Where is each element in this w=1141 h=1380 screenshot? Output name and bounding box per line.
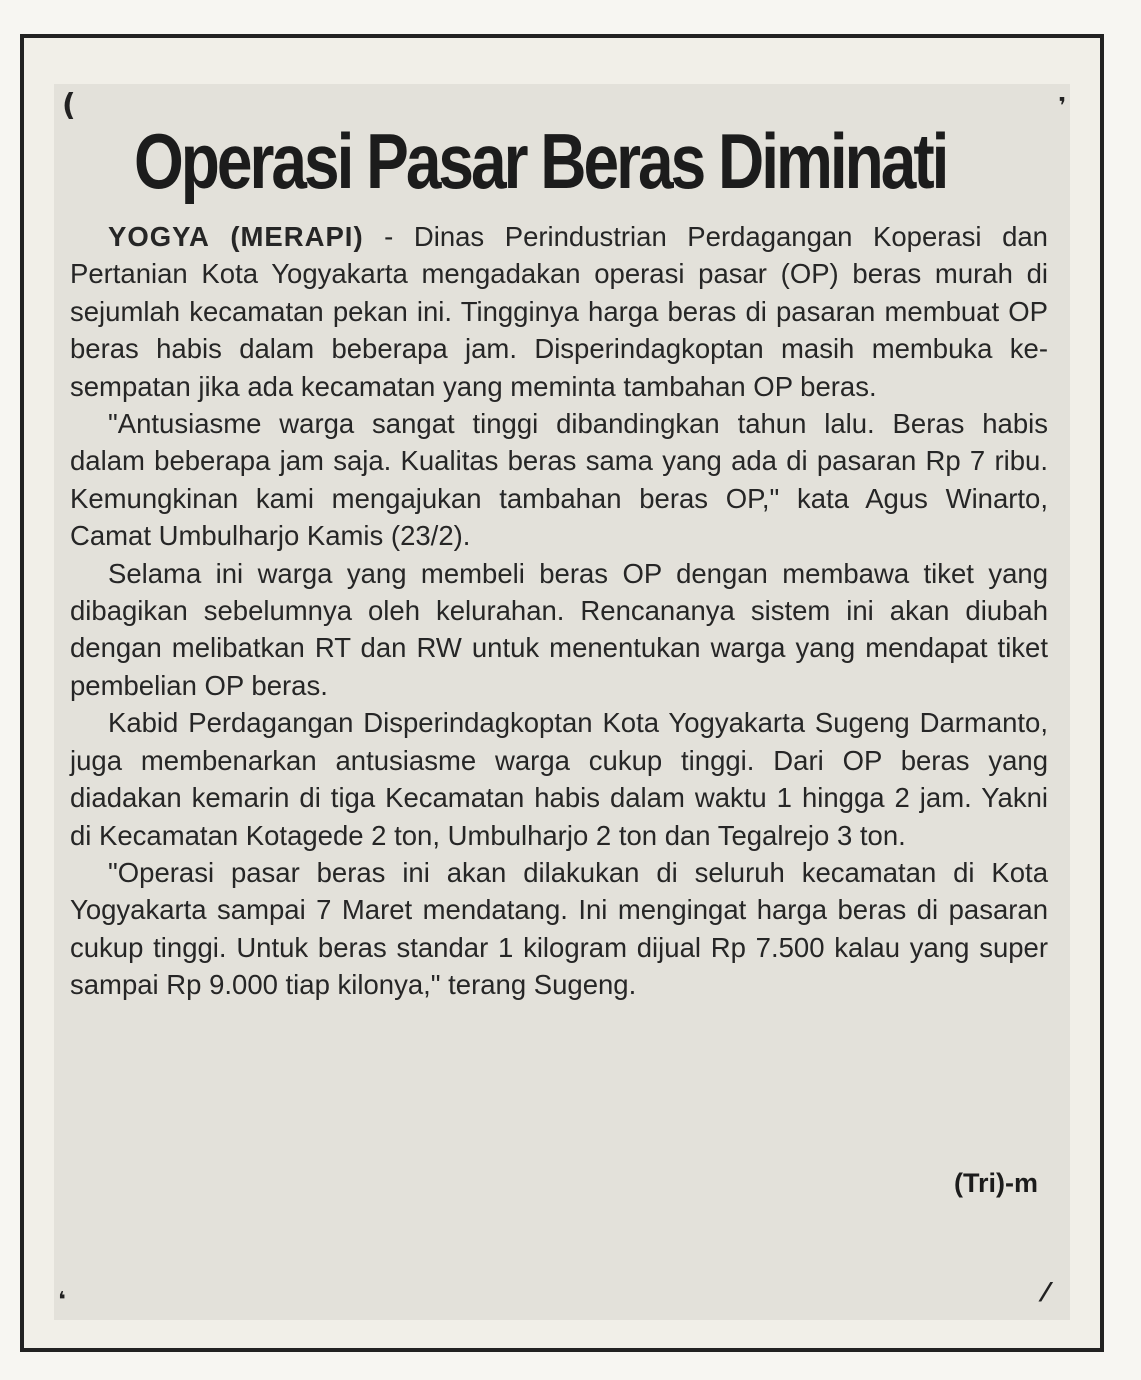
article-body	[70, 218, 1048, 1004]
article-paragraph: "Operasi pasar beras ini akan dilakukan di seluruh kecamatan di Kota Yogyakarta sampai 7 Maret mendatang. Ini mengingat harga beras di pasaran cukup tinggi. Untuk beras standar 1 kilogram dijual Rp 7.500 kalau yang super sampai Rp 9.000 tiap kilonya," terang Sugeng.	[70, 856, 1048, 1001]
dateline: YOGYA (MERAPI)	[108, 221, 364, 252]
lead-paragraph	[70, 218, 1048, 405]
corner-mark-icon: ❜	[1058, 94, 1066, 119]
article-headline: Operasi Pasar Beras Diminati	[134, 117, 947, 205]
article-paragraph: "Antusiasme warga sangat tinggi dibandingkan tahun lalu. Beras habis dalam beberapa jam saja. Kualitas beras sama yang ada di pasaran Rp 7 ribu. Kemungkinan kami mengajukan tambahan beras OP," kata Agus Winarto, Camat Umbulharjo Kamis (23/2).	[70, 408, 1048, 552]
newspaper-clipping	[54, 84, 1070, 1320]
corner-mark-icon: ⁄	[1043, 1278, 1048, 1308]
corner-mark-icon: ❛	[58, 1288, 66, 1313]
author-signature: (Tri)-m	[954, 1168, 1038, 1198]
corner-mark-icon: (	[62, 88, 76, 123]
article-paragraph: Kabid Perdagangan Disperindagkoptan Kota Yogyakarta Sugeng Darmanto, juga membenarkan antusiasme warga cukup tinggi. Dari OP beras yang diadakan kemarin di tiga Kecamatan habis dalam waktu 1 hingga 2 jam. Yakni di Kecamatan Kotagede 2 ton, Umbulharjo 2 ton dan Tegalrejo 3 ton.	[70, 707, 1048, 851]
lead-text: - Dinas Perindustrian Perdagangan Koperasi dan Pertanian Kota Yogyakarta mengadakan operasi pasar (OP) beras murah di sejumlah kecamatan pekan ini. Tingginya harga beras di pasaran membuat OP beras habis dalam beberapa jam. Disperindagkoptan masih membuka kesempatan jika ada kecamatan yang meminta tambahan OP beras.	[70, 221, 1048, 402]
article-paragraph: Selama ini warga yang membeli beras OP dengan membawa tiket yang dibagikan sebelumnya oleh kelurahan. Rencananya sistem ini akan diubah dengan melibatkan RT dan RW untuk menentukan warga yang mendapat tiket pembelian OP beras.	[70, 557, 1048, 701]
